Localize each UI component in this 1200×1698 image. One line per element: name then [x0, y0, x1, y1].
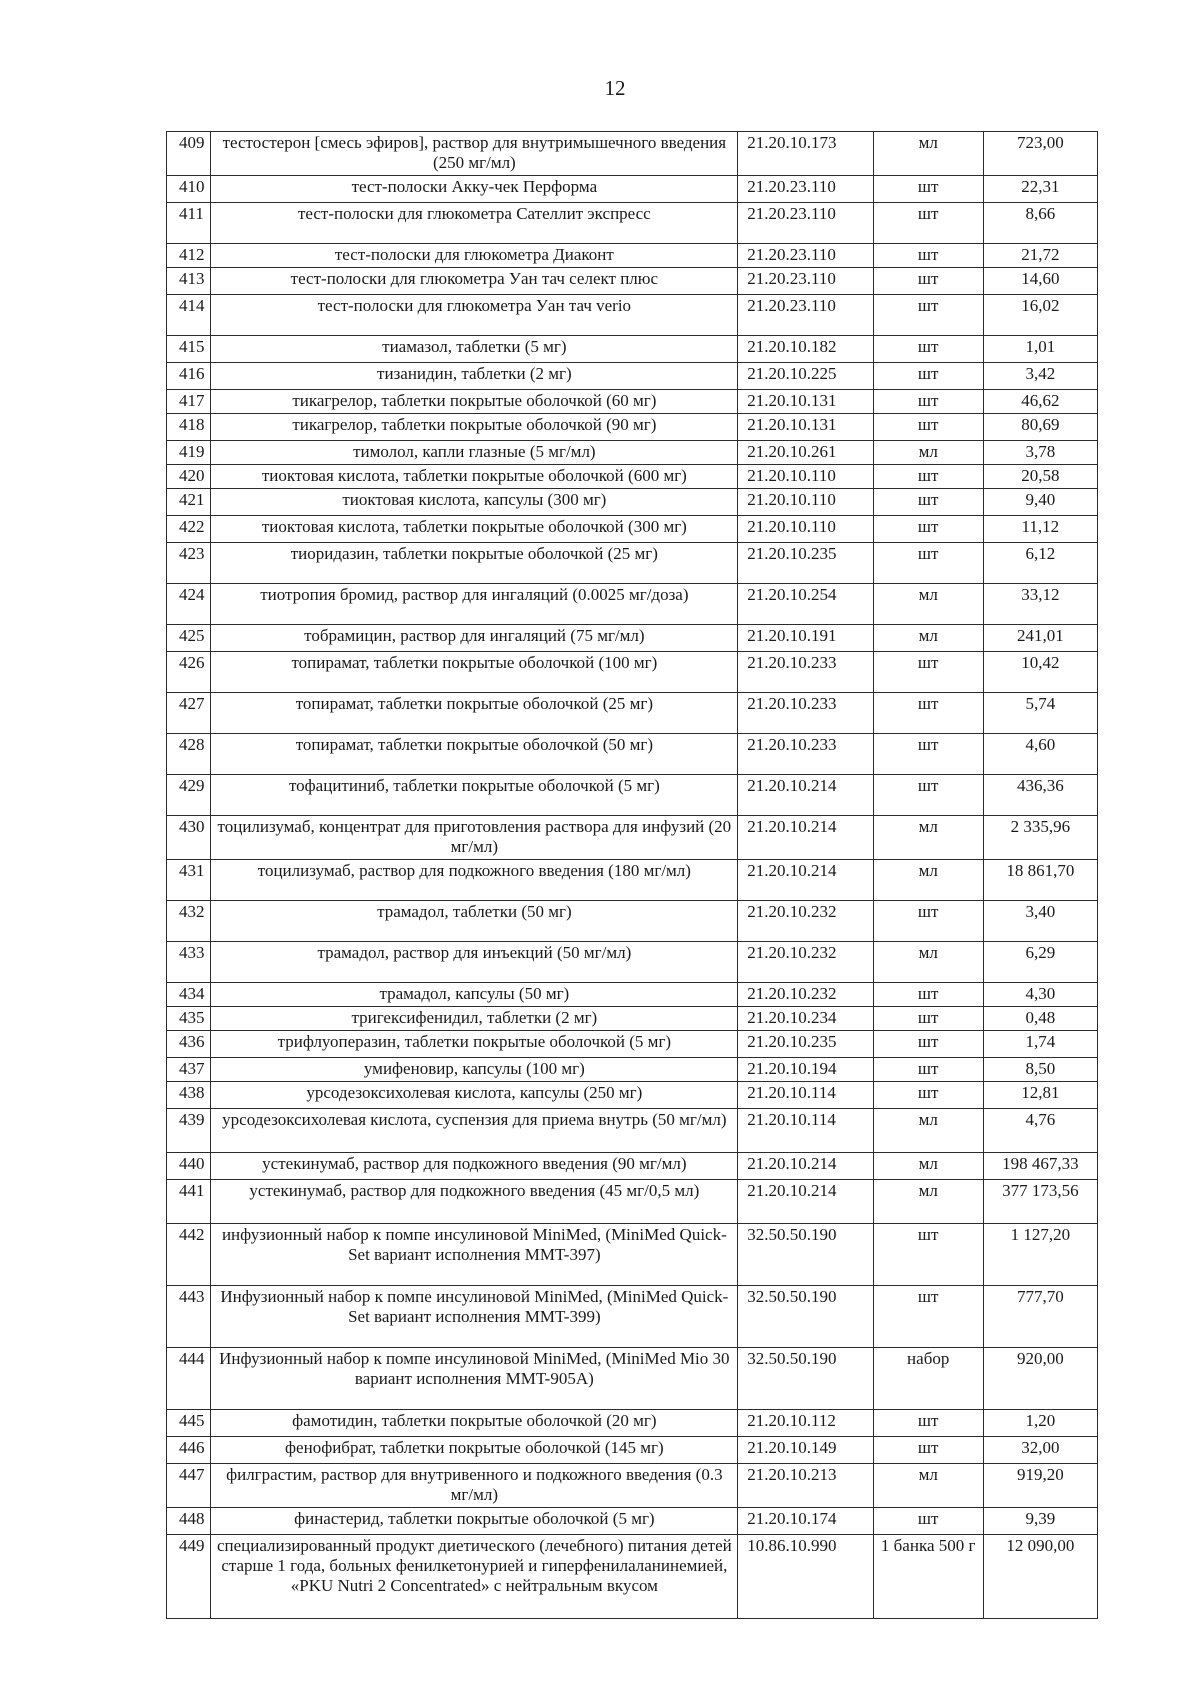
page-number: 12 — [604, 76, 626, 100]
table-body — [167, 132, 1098, 1619]
unit-cell: шт — [873, 390, 983, 414]
unit-cell: шт — [873, 489, 983, 516]
okpd-code-cell: 21.20.10.131 — [738, 390, 873, 414]
okpd-code-cell: 21.20.10.254 — [738, 584, 873, 625]
table-row — [167, 543, 1098, 584]
okpd-code-cell: 21.20.10.174 — [738, 1508, 873, 1535]
row-number-cell: 425 — [167, 625, 211, 652]
okpd-code-cell: 32.50.50.190 — [738, 1286, 873, 1348]
okpd-code-cell: 21.20.10.194 — [738, 1058, 873, 1082]
row-number-cell: 418 — [167, 414, 211, 441]
price-cell: 22,31 — [983, 176, 1097, 203]
price-cell: 12 090,00 — [983, 1535, 1097, 1619]
table-row — [167, 390, 1098, 414]
table-row — [167, 1464, 1098, 1508]
unit-cell: шт — [873, 1437, 983, 1464]
item-name-cell: специализированный продукт диетического (лечебного) питания детей старше 1 года, больных фенилкетонурией и гиперфенилаланинемией, «PKU Nutri 2 Concentrated» с нейтральным вкусом — [211, 1535, 738, 1619]
okpd-code-cell: 21.20.10.214 — [738, 1153, 873, 1180]
table-row — [167, 336, 1098, 363]
item-name-cell: тест-полоски для глюкометра Уан тач verio — [211, 295, 738, 336]
unit-cell: шт — [873, 295, 983, 336]
row-number-cell: 431 — [167, 860, 211, 901]
okpd-code-cell: 21.20.10.149 — [738, 1437, 873, 1464]
price-cell: 3,42 — [983, 363, 1097, 390]
item-name-cell: Инфузионный набор к помпе инсулиновой MiniMed, (MiniMed Quick-Set вариант исполнения MMT-399) — [211, 1286, 738, 1348]
unit-cell: шт — [873, 901, 983, 942]
row-number-cell: 441 — [167, 1180, 211, 1224]
table-row — [167, 1082, 1098, 1109]
row-number-cell: 444 — [167, 1348, 211, 1410]
price-cell: 8,50 — [983, 1058, 1097, 1082]
item-name-cell: тиоктовая кислота, таблетки покрытые оболочкой (300 мг) — [211, 516, 738, 543]
table-row — [167, 1410, 1098, 1437]
unit-cell: мл — [873, 132, 983, 176]
item-name-cell: финастерид, таблетки покрытые оболочкой (5 мг) — [211, 1508, 738, 1535]
table-row — [167, 441, 1098, 465]
okpd-code-cell: 21.20.10.191 — [738, 625, 873, 652]
price-cell: 3,40 — [983, 901, 1097, 942]
okpd-code-cell: 21.20.10.114 — [738, 1109, 873, 1153]
unit-cell: шт — [873, 414, 983, 441]
row-number-cell: 412 — [167, 244, 211, 268]
price-cell: 3,78 — [983, 441, 1097, 465]
table-row — [167, 1031, 1098, 1058]
okpd-code-cell: 21.20.10.110 — [738, 465, 873, 489]
item-name-cell: тимолол, капли глазные (5 мг/мл) — [211, 441, 738, 465]
row-number-cell: 422 — [167, 516, 211, 543]
price-table — [166, 131, 1098, 1619]
row-number-cell: 411 — [167, 203, 211, 244]
item-name-cell: тест-полоски для глюкометра Диаконт — [211, 244, 738, 268]
price-cell: 2 335,96 — [983, 816, 1097, 860]
unit-cell: мл — [873, 584, 983, 625]
table-row — [167, 693, 1098, 734]
table-row — [167, 983, 1098, 1007]
price-cell: 436,36 — [983, 775, 1097, 816]
item-name-cell: устекинумаб, раствор для подкожного введения (45 мг/0,5 мл) — [211, 1180, 738, 1224]
row-number-cell: 414 — [167, 295, 211, 336]
table-row — [167, 1437, 1098, 1464]
row-number-cell: 443 — [167, 1286, 211, 1348]
row-number-cell: 409 — [167, 132, 211, 176]
item-name-cell: урсодезоксихолевая кислота, капсулы (250 мг) — [211, 1082, 738, 1109]
table-row — [167, 1153, 1098, 1180]
table-row — [167, 734, 1098, 775]
table-row — [167, 860, 1098, 901]
table-row — [167, 1180, 1098, 1224]
unit-cell: 1 банка 500 г — [873, 1535, 983, 1619]
okpd-code-cell: 21.20.10.233 — [738, 652, 873, 693]
unit-cell: мл — [873, 860, 983, 901]
okpd-code-cell: 21.20.10.232 — [738, 901, 873, 942]
unit-cell: шт — [873, 465, 983, 489]
row-number-cell: 440 — [167, 1153, 211, 1180]
price-cell: 198 467,33 — [983, 1153, 1097, 1180]
unit-cell: мл — [873, 1109, 983, 1153]
row-number-cell: 437 — [167, 1058, 211, 1082]
table-row — [167, 295, 1098, 336]
price-cell: 5,74 — [983, 693, 1097, 734]
unit-cell: шт — [873, 1031, 983, 1058]
table-row — [167, 1109, 1098, 1153]
row-number-cell: 413 — [167, 268, 211, 295]
item-name-cell: тест-полоски для глюкометра Сателлит экспресс — [211, 203, 738, 244]
price-cell: 1 127,20 — [983, 1224, 1097, 1286]
item-name-cell: тизанидин, таблетки (2 мг) — [211, 363, 738, 390]
item-name-cell: тестостерон [смесь эфиров], раствор для внутримышечного введения (250 мг/мл) — [211, 132, 738, 176]
item-name-cell: тиамазол, таблетки (5 мг) — [211, 336, 738, 363]
row-number-cell: 432 — [167, 901, 211, 942]
item-name-cell: фамотидин, таблетки покрытые оболочкой (20 мг) — [211, 1410, 738, 1437]
table-row — [167, 775, 1098, 816]
table-row — [167, 1535, 1098, 1619]
okpd-code-cell: 10.86.10.990 — [738, 1535, 873, 1619]
item-name-cell: тиоктовая кислота, таблетки покрытые оболочкой (600 мг) — [211, 465, 738, 489]
item-name-cell: инфузионный набор к помпе инсулиновой MiniMed, (MiniMed Quick-Set вариант исполнения MMT-397) — [211, 1224, 738, 1286]
unit-cell: шт — [873, 734, 983, 775]
item-name-cell: фенофибрат, таблетки покрытые оболочкой (145 мг) — [211, 1437, 738, 1464]
okpd-code-cell: 21.20.10.232 — [738, 942, 873, 983]
okpd-code-cell: 32.50.50.190 — [738, 1224, 873, 1286]
item-name-cell: урсодезоксихолевая кислота, суспензия для приема внутрь (50 мг/мл) — [211, 1109, 738, 1153]
unit-cell: мл — [873, 942, 983, 983]
okpd-code-cell: 21.20.10.110 — [738, 516, 873, 543]
price-cell: 9,39 — [983, 1508, 1097, 1535]
price-cell: 46,62 — [983, 390, 1097, 414]
unit-cell: шт — [873, 268, 983, 295]
item-name-cell: тригексифенидил, таблетки (2 мг) — [211, 1007, 738, 1031]
okpd-code-cell: 21.20.10.131 — [738, 414, 873, 441]
table-row — [167, 363, 1098, 390]
price-cell: 4,60 — [983, 734, 1097, 775]
item-name-cell: умифеновир, капсулы (100 мг) — [211, 1058, 738, 1082]
price-cell: 8,66 — [983, 203, 1097, 244]
okpd-code-cell: 21.20.10.234 — [738, 1007, 873, 1031]
item-name-cell: устекинумаб, раствор для подкожного введения (90 мг/мл) — [211, 1153, 738, 1180]
item-name-cell: трамадол, таблетки (50 мг) — [211, 901, 738, 942]
item-name-cell: тобрамицин, раствор для ингаляций (75 мг/мл) — [211, 625, 738, 652]
row-number-cell: 438 — [167, 1082, 211, 1109]
unit-cell: мл — [873, 441, 983, 465]
okpd-code-cell: 32.50.50.190 — [738, 1348, 873, 1410]
row-number-cell: 427 — [167, 693, 211, 734]
price-cell: 919,20 — [983, 1464, 1097, 1508]
okpd-code-cell: 21.20.10.235 — [738, 543, 873, 584]
okpd-code-cell: 21.20.23.110 — [738, 295, 873, 336]
okpd-code-cell: 21.20.10.235 — [738, 1031, 873, 1058]
table-row — [167, 132, 1098, 176]
row-number-cell: 416 — [167, 363, 211, 390]
item-name-cell: тикагрелор, таблетки покрытые оболочкой (90 мг) — [211, 414, 738, 441]
price-cell: 10,42 — [983, 652, 1097, 693]
row-number-cell: 415 — [167, 336, 211, 363]
unit-cell: мл — [873, 1180, 983, 1224]
table-row — [167, 1286, 1098, 1348]
price-cell: 21,72 — [983, 244, 1097, 268]
okpd-code-cell: 21.20.10.182 — [738, 336, 873, 363]
table-row — [167, 244, 1098, 268]
row-number-cell: 436 — [167, 1031, 211, 1058]
price-cell: 20,58 — [983, 465, 1097, 489]
price-cell: 1,20 — [983, 1410, 1097, 1437]
okpd-code-cell: 21.20.10.110 — [738, 489, 873, 516]
unit-cell: шт — [873, 1082, 983, 1109]
item-name-cell: тоцилизумаб, раствор для подкожного введения (180 мг/мл) — [211, 860, 738, 901]
unit-cell: шт — [873, 336, 983, 363]
table-row — [167, 816, 1098, 860]
okpd-code-cell: 21.20.10.233 — [738, 734, 873, 775]
unit-cell: шт — [873, 1058, 983, 1082]
price-cell: 16,02 — [983, 295, 1097, 336]
table-row — [167, 652, 1098, 693]
price-cell: 18 861,70 — [983, 860, 1097, 901]
row-number-cell: 417 — [167, 390, 211, 414]
okpd-code-cell: 21.20.10.214 — [738, 816, 873, 860]
item-name-cell: трамадол, раствор для инъекций (50 мг/мл) — [211, 942, 738, 983]
row-number-cell: 410 — [167, 176, 211, 203]
row-number-cell: 419 — [167, 441, 211, 465]
unit-cell: шт — [873, 244, 983, 268]
okpd-code-cell: 21.20.10.233 — [738, 693, 873, 734]
item-name-cell: тикагрелор, таблетки покрытые оболочкой (60 мг) — [211, 390, 738, 414]
price-cell: 80,69 — [983, 414, 1097, 441]
row-number-cell: 442 — [167, 1224, 211, 1286]
row-number-cell: 448 — [167, 1508, 211, 1535]
item-name-cell: тоцилизумаб, концентрат для приготовления раствора для инфузий (20 мг/мл) — [211, 816, 738, 860]
price-cell: 6,12 — [983, 543, 1097, 584]
price-cell: 723,00 — [983, 132, 1097, 176]
unit-cell: шт — [873, 1224, 983, 1286]
item-name-cell: топирамат, таблетки покрытые оболочкой (25 мг) — [211, 693, 738, 734]
row-number-cell: 428 — [167, 734, 211, 775]
item-name-cell: тиоридазин, таблетки покрытые оболочкой (25 мг) — [211, 543, 738, 584]
price-cell: 32,00 — [983, 1437, 1097, 1464]
table-row — [167, 942, 1098, 983]
unit-cell: мл — [873, 1153, 983, 1180]
table-row — [167, 268, 1098, 295]
okpd-code-cell: 21.20.10.225 — [738, 363, 873, 390]
unit-cell: набор — [873, 1348, 983, 1410]
price-cell: 9,40 — [983, 489, 1097, 516]
row-number-cell: 447 — [167, 1464, 211, 1508]
item-name-cell: топирамат, таблетки покрытые оболочкой (100 мг) — [211, 652, 738, 693]
unit-cell: шт — [873, 203, 983, 244]
table-row — [167, 901, 1098, 942]
price-cell: 6,29 — [983, 942, 1097, 983]
item-name-cell: тест-полоски для глюкометра Уан тач селект плюс — [211, 268, 738, 295]
table-row — [167, 203, 1098, 244]
item-name-cell: тиоктовая кислота, капсулы (300 мг) — [211, 489, 738, 516]
table-row — [167, 1058, 1098, 1082]
row-number-cell: 420 — [167, 465, 211, 489]
unit-cell: мл — [873, 625, 983, 652]
table-row — [167, 516, 1098, 543]
table-row — [167, 625, 1098, 652]
price-cell: 12,81 — [983, 1082, 1097, 1109]
row-number-cell: 449 — [167, 1535, 211, 1619]
price-cell: 777,70 — [983, 1286, 1097, 1348]
unit-cell: мл — [873, 816, 983, 860]
item-name-cell: топирамат, таблетки покрытые оболочкой (50 мг) — [211, 734, 738, 775]
okpd-code-cell: 21.20.10.214 — [738, 860, 873, 901]
item-name-cell: трифлуоперазин, таблетки покрытые оболочкой (5 мг) — [211, 1031, 738, 1058]
okpd-code-cell: 21.20.23.110 — [738, 244, 873, 268]
okpd-code-cell: 21.20.10.112 — [738, 1410, 873, 1437]
row-number-cell: 435 — [167, 1007, 211, 1031]
price-cell: 920,00 — [983, 1348, 1097, 1410]
table-row — [167, 1508, 1098, 1535]
okpd-code-cell: 21.20.10.214 — [738, 1180, 873, 1224]
okpd-code-cell: 21.20.10.173 — [738, 132, 873, 176]
row-number-cell: 424 — [167, 584, 211, 625]
row-number-cell: 433 — [167, 942, 211, 983]
row-number-cell: 439 — [167, 1109, 211, 1153]
unit-cell: шт — [873, 1007, 983, 1031]
price-cell: 4,30 — [983, 983, 1097, 1007]
price-cell: 1,01 — [983, 336, 1097, 363]
item-name-cell: тофацитиниб, таблетки покрытые оболочкой (5 мг) — [211, 775, 738, 816]
unit-cell: шт — [873, 176, 983, 203]
table-row — [167, 1007, 1098, 1031]
okpd-code-cell: 21.20.10.213 — [738, 1464, 873, 1508]
price-cell: 14,60 — [983, 268, 1097, 295]
okpd-code-cell: 21.20.23.110 — [738, 203, 873, 244]
row-number-cell: 434 — [167, 983, 211, 1007]
row-number-cell: 423 — [167, 543, 211, 584]
okpd-code-cell: 21.20.10.214 — [738, 775, 873, 816]
item-name-cell: тиотропия бромид, раствор для ингаляций (0.0025 мг/доза) — [211, 584, 738, 625]
unit-cell: шт — [873, 775, 983, 816]
unit-cell: шт — [873, 693, 983, 734]
unit-cell: мл — [873, 1464, 983, 1508]
price-cell: 11,12 — [983, 516, 1097, 543]
unit-cell: шт — [873, 516, 983, 543]
item-name-cell: филграстим, раствор для внутривенного и подкожного введения (0.3 мг/мл) — [211, 1464, 738, 1508]
price-cell: 377 173,56 — [983, 1180, 1097, 1224]
okpd-code-cell: 21.20.23.110 — [738, 268, 873, 295]
unit-cell: шт — [873, 1508, 983, 1535]
item-name-cell: Инфузионный набор к помпе инсулиновой MiniMed, (MiniMed Mio 30 вариант исполнения MMT-905A) — [211, 1348, 738, 1410]
row-number-cell: 429 — [167, 775, 211, 816]
price-cell: 4,76 — [983, 1109, 1097, 1153]
unit-cell: шт — [873, 543, 983, 584]
table-row — [167, 1224, 1098, 1286]
item-name-cell: трамадол, капсулы (50 мг) — [211, 983, 738, 1007]
price-cell: 0,48 — [983, 1007, 1097, 1031]
row-number-cell: 446 — [167, 1437, 211, 1464]
unit-cell: шт — [873, 983, 983, 1007]
price-cell: 33,12 — [983, 584, 1097, 625]
row-number-cell: 426 — [167, 652, 211, 693]
unit-cell: шт — [873, 652, 983, 693]
table-row — [167, 465, 1098, 489]
table-row — [167, 584, 1098, 625]
row-number-cell: 430 — [167, 816, 211, 860]
table-row — [167, 1348, 1098, 1410]
unit-cell: шт — [873, 363, 983, 390]
okpd-code-cell: 21.20.10.232 — [738, 983, 873, 1007]
table-row — [167, 176, 1098, 203]
unit-cell: шт — [873, 1286, 983, 1348]
row-number-cell: 445 — [167, 1410, 211, 1437]
row-number-cell: 421 — [167, 489, 211, 516]
unit-cell: шт — [873, 1410, 983, 1437]
okpd-code-cell: 21.20.10.114 — [738, 1082, 873, 1109]
table-row — [167, 414, 1098, 441]
item-name-cell: тест-полоски Акку-чек Перформа — [211, 176, 738, 203]
price-cell: 1,74 — [983, 1031, 1097, 1058]
okpd-code-cell: 21.20.23.110 — [738, 176, 873, 203]
table-row — [167, 489, 1098, 516]
okpd-code-cell: 21.20.10.261 — [738, 441, 873, 465]
price-cell: 241,01 — [983, 625, 1097, 652]
